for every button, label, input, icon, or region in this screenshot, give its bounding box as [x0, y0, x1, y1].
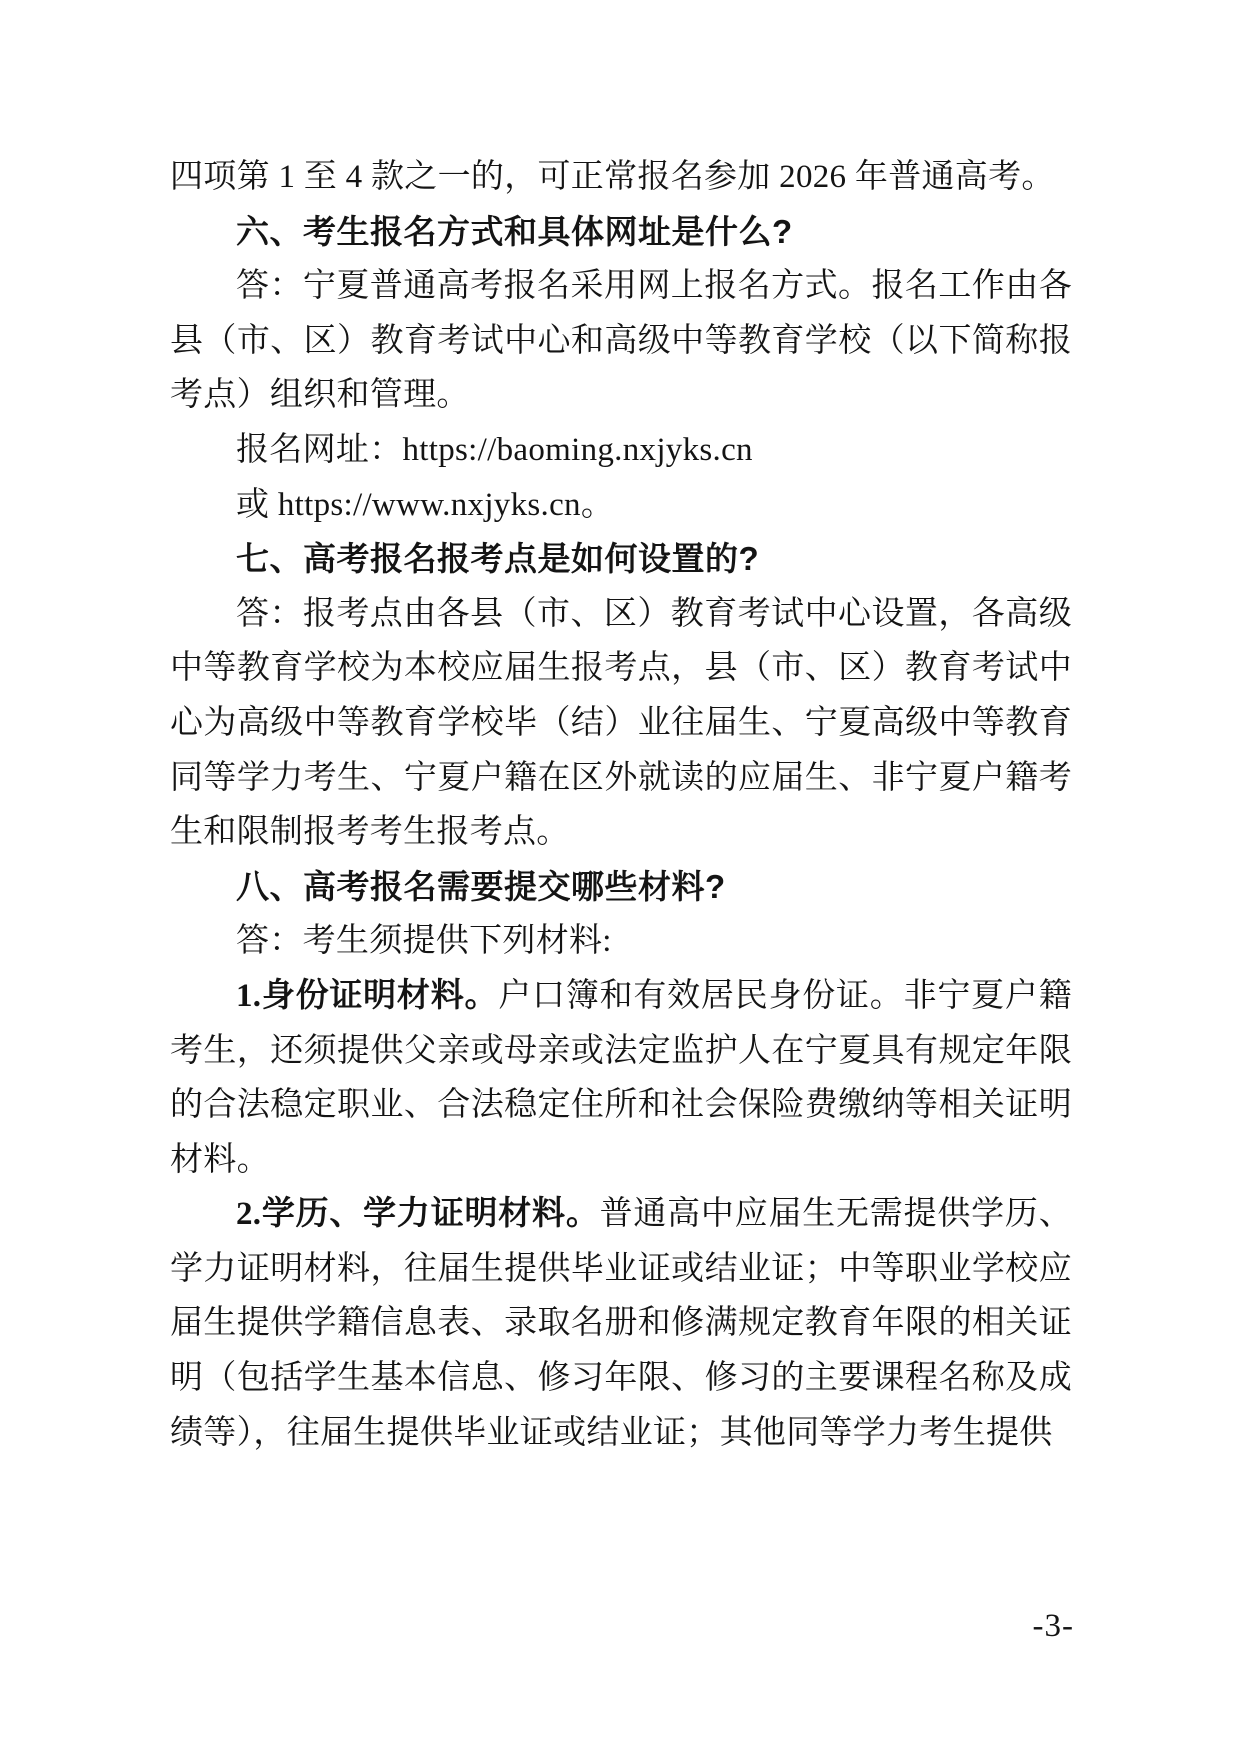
- body-paragraph: 或 https://www.nxjyks.cn。: [236, 486, 615, 523]
- paragraph-lead: 1.身份证明材料。: [236, 977, 499, 1014]
- question-heading: 六、考生报名方式和具体网址是什么?: [236, 212, 793, 250]
- question-heading: 七、高考报名报考点是如何设置的?: [236, 540, 760, 578]
- body-paragraph: 答：报考点由各县（市、区）教育考试中心设置，各高级中等教育学校为本校应届生报考点，县（市、区）教育考试中心为高级中等教育学校毕（结）业往届生、宁夏高级中等教育同等学力考生、宁夏户籍在区外就读的应届生、非宁夏户籍考生和限制报考考生报考点。: [170, 595, 1072, 851]
- page-number: -3-: [1032, 1608, 1074, 1644]
- body-paragraph: 1.身份证明材料。户口簿和有效居民身份证。非宁夏户籍考生，还须提供父亲或母亲或法定监护人在宁夏具有规定年限的合法稳定职业、合法稳定住所和社会保险费缴纳等相关证明材料。: [170, 977, 1072, 1178]
- body-paragraph: 答：宁夏普通高考报名采用网上报名方式。报名工作由各县（市、区）教育考试中心和高级中等教育学校（以下简称报考点）组织和管理。: [170, 268, 1072, 414]
- question-heading: 八、高考报名需要提交哪些材料?: [236, 867, 726, 905]
- paragraph-lead: 2.学历、学力证明材料。: [236, 1196, 600, 1233]
- continuation-paragraph: 四项第 1 至 4 款之一的，可正常报名参加 2026 年普通高考。: [170, 159, 1055, 195]
- body-paragraph: 报名网址：https://baoming.nxjyks.cn: [236, 431, 753, 468]
- body-paragraph: 答：考生须提供下列材料:: [236, 923, 612, 960]
- document-body: [170, 150, 1072, 1460]
- body-paragraph: 2.学历、学力证明材料。普通高中应届生无需提供学历、学力证明材料，往届生提供毕业证或结业证；中等职业学校应届生提供学籍信息表、录取名册和修满规定教育年限的相关证明（包括学生基本信息、修习年限、修习的主要课程名称及成绩等），往届生提供毕业证或结业证；其他同等学力考生提供: [170, 1196, 1072, 1451]
